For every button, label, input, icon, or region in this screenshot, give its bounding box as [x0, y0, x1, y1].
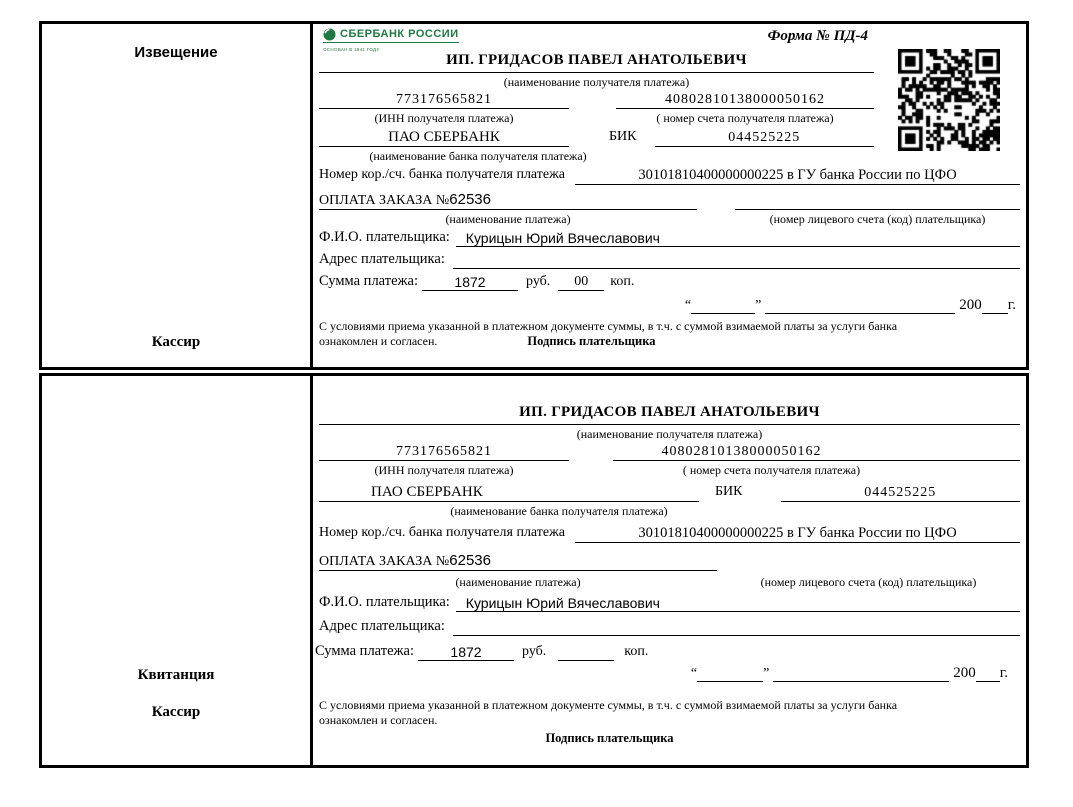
purpose-value: 62536: [449, 552, 491, 569]
date-day-blank: [691, 297, 755, 314]
personal-account-blank: [735, 193, 1020, 210]
bik-value: 044525225: [655, 130, 875, 147]
corr-account-value: 30101810400000000225 в ГУ банка России по ЦФО: [575, 525, 1020, 543]
payee-account-value: 40802810138000050162: [616, 92, 874, 109]
date-open-quote: “: [684, 298, 692, 313]
notice-title: Извещение: [134, 44, 218, 61]
purpose-caption: (наименование платежа): [445, 212, 571, 226]
payee-name: ИП. ГРИДАСОВ ПАВЕЛ АНАТОЛЬЕВИЧ: [319, 52, 874, 73]
receipt-form: [313, 376, 1026, 765]
payer-address-label: Адрес плательщика:: [319, 618, 445, 634]
sberbank-emblem-icon: [323, 28, 336, 41]
payee-name-caption: (наименование получателя платежа): [576, 427, 763, 441]
payee-inn-value: 773176565821: [319, 92, 569, 109]
agreement-line2: ознакомлен и согласен.: [319, 334, 438, 348]
kop-label: коп.: [624, 644, 649, 659]
payer-name-label: Ф.И.О. плательщика:: [319, 229, 450, 245]
personal-account-caption: (номер лицевого счета (код) плательщика): [760, 575, 977, 589]
bank-name-value: ПАО СБЕРБАНК: [319, 484, 699, 502]
purpose-label: ОПЛАТА ЗАКАЗА №: [319, 193, 450, 208]
amount-label: Сумма платежа:: [319, 273, 418, 289]
date-close-quote: ”: [763, 666, 770, 681]
cashier-label: Кассир: [151, 334, 201, 350]
date-year-blank: [976, 665, 1000, 682]
bik-label: БИК: [609, 129, 637, 144]
purpose-label: ОПЛАТА ЗАКАЗА №: [319, 554, 450, 569]
receipt-title: Квитанция: [137, 667, 215, 683]
payee-account-value: 40802810138000050162: [613, 444, 1020, 461]
rub-label: руб.: [526, 274, 551, 289]
payee-name-caption: (наименование получателя платежа): [503, 75, 690, 89]
bank-brand-text: СБЕРБАНК РОССИИ: [340, 28, 459, 40]
qr-code: [898, 49, 1000, 151]
signature-label: Подпись плательщика: [527, 334, 656, 348]
bik-label: БИК: [715, 484, 743, 499]
purpose-caption: (наименование платежа): [455, 575, 581, 589]
amount-rub-value: 1872: [418, 644, 514, 661]
payer-name-label: Ф.И.О. плательщика:: [319, 594, 450, 610]
personal-account-caption: (номер лицевого счета (код) плательщика): [769, 212, 986, 226]
date-open-quote: “: [690, 666, 698, 681]
cashier-label: Кассир: [151, 704, 201, 720]
signature-label: Подпись плательщика: [545, 731, 674, 745]
agreement-line2: ознакомлен и согласен.: [319, 713, 438, 727]
notice-stub: [42, 24, 313, 367]
payee-account-caption: ( номер счета получателя платежа): [682, 463, 861, 477]
payee-name: ИП. ГРИДАСОВ ПАВЕЛ АНАТОЛЬЕВИЧ: [319, 404, 1020, 425]
purpose-value: 62536: [449, 191, 491, 208]
agreement-text: [319, 698, 1020, 746]
corr-account-label: Номер кор./сч. банка получателя платежа: [319, 167, 565, 182]
receipt-stub: [42, 376, 313, 765]
corr-account-value: 30101810400000000225 в ГУ банка России по ЦФО: [575, 167, 1020, 185]
payer-address-blank: [453, 619, 1020, 636]
payee-account-caption: ( номер счета получателя платежа): [656, 111, 834, 125]
payer-name-value: Курицын Юрий Вячеславович: [456, 230, 1020, 247]
sberbank-logo: [323, 28, 459, 55]
agreement-line1: С условиями приема указанной в платежном документе суммы, в т.ч. с суммой взимаемой платы за услуги банка: [319, 698, 898, 712]
agreement-line1: С условиями приема указанной в платежном документе суммы, в т.ч. с суммой взимаемой платы за услуги банка: [319, 319, 898, 333]
bank-name-caption: (наименование банка получателя платежа): [450, 504, 668, 518]
amount-label: Сумма платежа:: [315, 643, 414, 659]
date-year-blank: [982, 297, 1008, 314]
date-year-suffix: г.: [999, 665, 1008, 681]
date-day-blank: [697, 665, 763, 682]
date-month-blank: [773, 665, 949, 682]
kop-label: коп.: [610, 274, 635, 289]
payee-inn-caption: (ИНН получателя платежа): [374, 111, 514, 125]
payee-inn-caption: (ИНН получателя платежа): [374, 463, 514, 477]
payer-address-blank: [453, 252, 1020, 269]
payer-name-value: Курицын Юрий Вячеславович: [456, 595, 1020, 612]
amount-kop-value: [558, 644, 614, 661]
date-month-blank: [765, 297, 955, 314]
date-close-quote: ”: [755, 298, 762, 313]
date-century: 200: [959, 297, 982, 313]
form-number-label: Форма № ПД-4: [767, 28, 868, 44]
notice-section: [39, 21, 1029, 370]
bik-value: 044525225: [781, 485, 1021, 502]
bank-tagline: ОСНОВАН В 1841 ГОДУ: [323, 47, 380, 52]
rub-label: руб.: [522, 644, 547, 659]
amount-rub-value: 1872: [422, 274, 518, 291]
payee-inn-value: 773176565821: [319, 444, 569, 461]
bank-name-value: ПАО СБЕРБАНК: [319, 129, 569, 147]
amount-kop-value: 00: [558, 274, 604, 291]
corr-account-label: Номер кор./сч. банка получателя платежа: [319, 525, 565, 540]
date-year-suffix: г.: [1007, 297, 1016, 313]
notice-form: [313, 24, 1026, 367]
bank-name-caption: (наименование банка получателя платежа): [369, 149, 587, 163]
receipt-section: [39, 373, 1029, 768]
payer-address-label: Адрес плательщика:: [319, 251, 445, 267]
agreement-text: [319, 319, 1020, 349]
date-century: 200: [953, 665, 976, 681]
